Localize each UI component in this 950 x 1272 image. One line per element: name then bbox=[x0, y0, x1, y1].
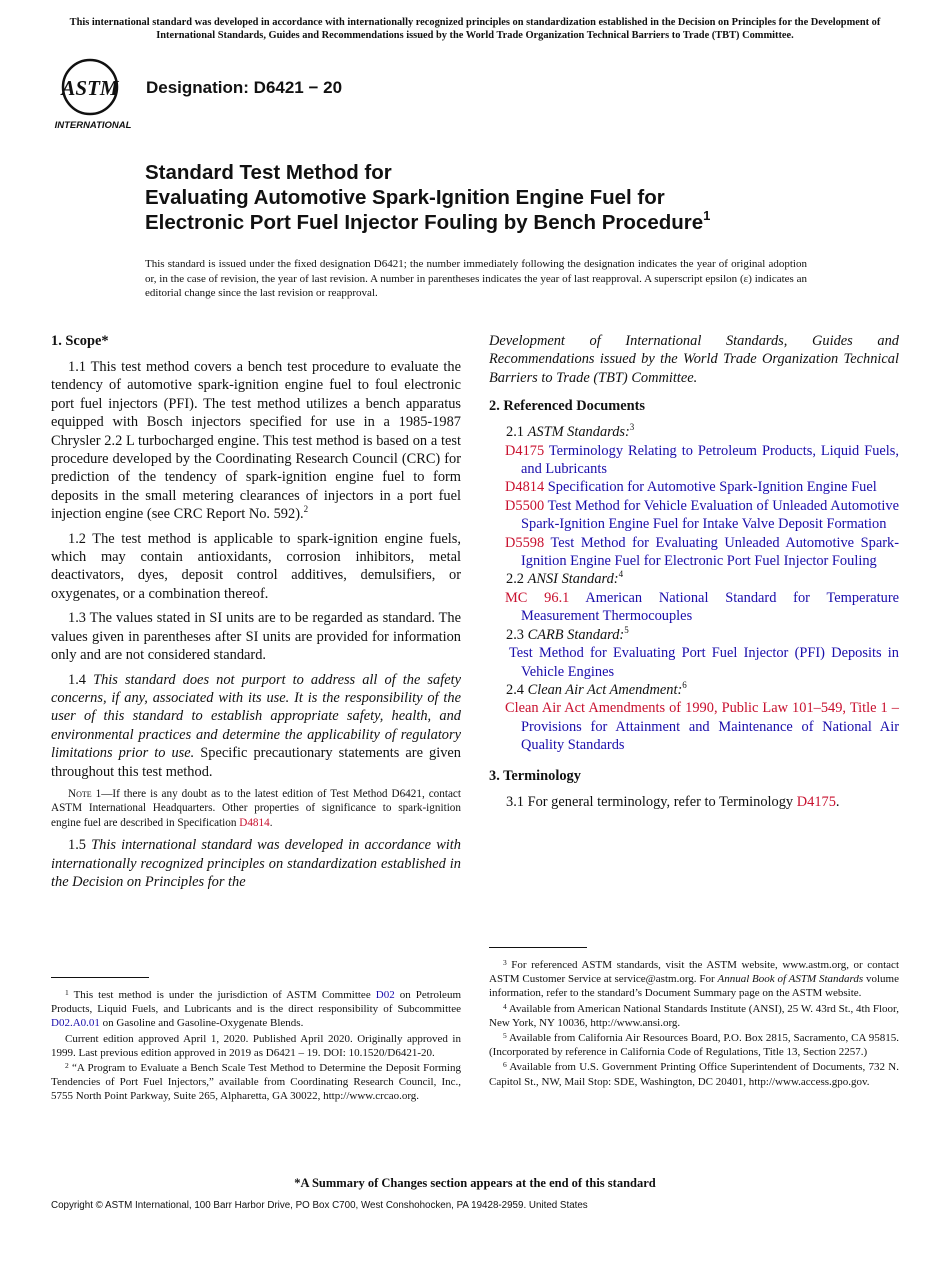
footnotes-right bbox=[489, 958, 899, 1090]
terminology-link-d4175[interactable]: D4175 bbox=[796, 793, 836, 810]
ansi-standard-label: 2.2 ANSI Standard:$^4$ bbox=[506, 569, 624, 588]
title-line-1: Standard Test Method for bbox=[145, 161, 392, 184]
scope-heading: 1. Scope* bbox=[51, 333, 109, 349]
scope-1-5-continued: Development of International Standards, Guides and Recommendations issued by the World Trade Organization Technical Barriers to Trade (TBT) Committee. bbox=[489, 333, 899, 386]
scope-1-5: 1.5 This international standard was developed in accordance with internationally recognized principles on standardization established in the Decision on Principles for the bbox=[51, 837, 461, 890]
ref-clean-air-act[interactable]: Clean Air Act Amendments of 1990, Public Law 101–549, Title 1 – Provisions for Attainment and Maintenance of National Air Quality Standards bbox=[505, 700, 899, 754]
footnote-5: $^5$ Available from California Air Resources Board, P.O. Box 2815, Sacramento, CA 95815. (Incorporated by reference in California Code of Regulations, Title 13, Section 2257.) bbox=[489, 1031, 899, 1059]
ref-d5500[interactable]: D5500 Test Method for Vehicle Evaluation of Unleaded Automotive Spark-Ignition Engine Fuel for Intake Valve Deposit Formation bbox=[505, 497, 899, 533]
scope-1-1: 1.1 This test method covers a bench test procedure to evaluate the tendency of automotive spark-ignition engine fuel to foul electronic port fuel injectors (PFI). The test method utilizes a bench apparatus equipped with Bosch injectors specified for use in a 1985-1987 Chrysler 2.2 L turbocharged engine. This test method is based on a test procedure developed by the Coordinating Research Council (CRC) for prediction of the tendency of spark-ignition engine fuel to form deposits in the small metering clearances of injectors in a port fuel injection engine (see CRC Report No. 592).$^2$ bbox=[51, 359, 461, 523]
ref-d4175[interactable]: D4175 Terminology Relating to Petroleum Products, Liquid Fuels, and Lubricants bbox=[505, 442, 899, 478]
footnote-2: $^2$ “A Program to Evaluate a Bench Scale Test Method to Determine the Deposit Forming Tendencies of Port Fuel Injectors,” available from Coordinating Research Council, Inc., 5755 North Point Parkway, Suite 265, Alpharetta, GA 30022, http://www.crcao.org. bbox=[51, 1061, 461, 1103]
right-column bbox=[489, 332, 899, 811]
logo-subtext: INTERNATIONAL bbox=[54, 120, 132, 131]
designation: Designation: D6421 − 20 bbox=[146, 78, 343, 97]
title-line-2: Evaluating Automotive Spark-Ignition Engine Fuel for bbox=[145, 186, 665, 209]
title-line-3: Electronic Port Fuel Injector Fouling by Bench Procedure bbox=[145, 211, 704, 234]
carb-standard-label: 2.3 CARB Standard:$^5$ bbox=[506, 624, 629, 643]
clean-air-act-label: 2.4 Clean Air Act Amendment:$^6$ bbox=[506, 680, 687, 698]
scope-1-3: 1.3 The values stated in SI units are to be regarded as standard. The values given in parentheses after SI units are provided for information only and are not considered standard. bbox=[51, 610, 461, 664]
document-title bbox=[145, 160, 905, 235]
footnote-1-edition: Current edition approved April 1, 2020. Published April 2020. Originally approved in 1999. Last previous edition approved in 2019 as D6421 – 19. DOI: 10.1520/D6421-20. bbox=[51, 1032, 461, 1059]
scope-1-2: 1.2 The test method is applicable to spark-ignition engine fuels, which may contain antioxidants, corrosion inhibitors, metal deactivators, dyes, deposit control additives, demulsifiers, or oxygenates, or a combination thereof. bbox=[51, 530, 461, 602]
note-link-d4814[interactable]: D4814 bbox=[239, 816, 270, 829]
footnote-4: $^4$ Available from American National Standards Institute (ANSI), 25 W. 43rd St., 4th Floor, New York, NY 10036, http://www.ansi.org. bbox=[489, 1001, 899, 1029]
tbt-notice: This international standard was developed in accordance with internationally recognized principles on standardization established in the Decision on Principles for the Development of International Standards, Guides and Recommendations issued by the World Trade Organization Technical Barriers to Trade (TBT) Committee. bbox=[69, 17, 881, 41]
referenced-documents-heading: 2. Referenced Documents bbox=[489, 398, 645, 415]
intro-paragraph: This standard is issued under the fixed designation D6421; the number immediately following the designation indicates the year of original adoption or, in the case of revision, the year of last revision. A number in parentheses indicates the year of last reapproval. A superscript epsilon (ε) indicates an editorial change since the last revision or reapproval. bbox=[145, 258, 807, 300]
footnote-rule-left bbox=[51, 977, 149, 978]
scope-1-4: 1.4 This standard does not purport to address all of the safety concerns, if any, associated with its use. It is the responsibility of the user of this standard to establish appropriate safety, health, and environmental practices and determine the applicability of regulatory limitations prior to use. Specific precautionary statements are given throughout this test method. bbox=[51, 671, 461, 780]
footnote-1: $^1$ This test method is under the jurisdiction of ASTM Committee D02 on Petroleum Products, Liquid Fuels, and Lubricants and is the direct responsibility of Subcommittee D02.A0.01 on Gasoline and Gasoline-Oxygenate Blends. bbox=[51, 988, 461, 1030]
astm-standards-label: 2.1 ASTM Standards:$^3$ bbox=[506, 422, 635, 441]
footnote-3: $^3$ For referenced ASTM standards, visit the ASTM website, www.astm.org, or contact ASTM Customer Service at service@astm.org. For Annual Book of ASTM Standards volume information, refer to the standard’s Document Summary page on the ASTM website. bbox=[489, 958, 899, 1000]
astm-logo bbox=[52, 55, 136, 131]
left-column bbox=[51, 332, 461, 897]
footnote-rule-right bbox=[489, 947, 587, 948]
summary-of-changes-notice: *A Summary of Changes section appears at the end of this standard bbox=[294, 1176, 656, 1190]
ref-d5598[interactable]: D5598 Test Method for Evaluating Unleaded Automotive Spark-Ignition Engine Fuel for Electronic Port Fuel Injector Fouling bbox=[505, 534, 899, 570]
terminology-3-1: 3.1 For general terminology, refer to Terminology D4175. bbox=[506, 793, 840, 810]
ref-carb[interactable]: Test Method for Evaluating Port Fuel Injector (PFI) Deposits in Vehicle Engines bbox=[509, 645, 899, 680]
title-footnote-mark: 1 bbox=[703, 208, 711, 223]
note-1: Note 1—If there is any doubt as to the latest edition of Test Method D6421, contact ASTM International Headquarters. Other properties of significance to spark-ignition engine fuel are described in Specification D4814. bbox=[51, 787, 461, 829]
footnote-6: $^6$ Available from U.S. Government Printing Office Superintendent of Documents, 732 N. Capitol St., NW, Mail Stop: SDE, Washington, DC 20401, http://www.access.gpo.gov. bbox=[489, 1060, 899, 1088]
terminology-heading: 3. Terminology bbox=[489, 767, 581, 784]
copyright: Copyright © ASTM International, 100 Barr Harbor Drive, PO Box C700, West Conshohocken, PA 19428-2959. United States bbox=[51, 1200, 588, 1211]
ref-d4814[interactable]: D4814 Specification for Automotive Spark-Ignition Engine Fuel bbox=[505, 479, 877, 496]
logo-text: ASTM bbox=[61, 76, 119, 100]
astm-logo-emblem bbox=[59, 60, 120, 114]
ref-mc-96-1[interactable]: MC 96.1 American National Standard for Temperature Measurement Thermocouples bbox=[505, 589, 899, 625]
footnotes-left bbox=[51, 988, 461, 1105]
